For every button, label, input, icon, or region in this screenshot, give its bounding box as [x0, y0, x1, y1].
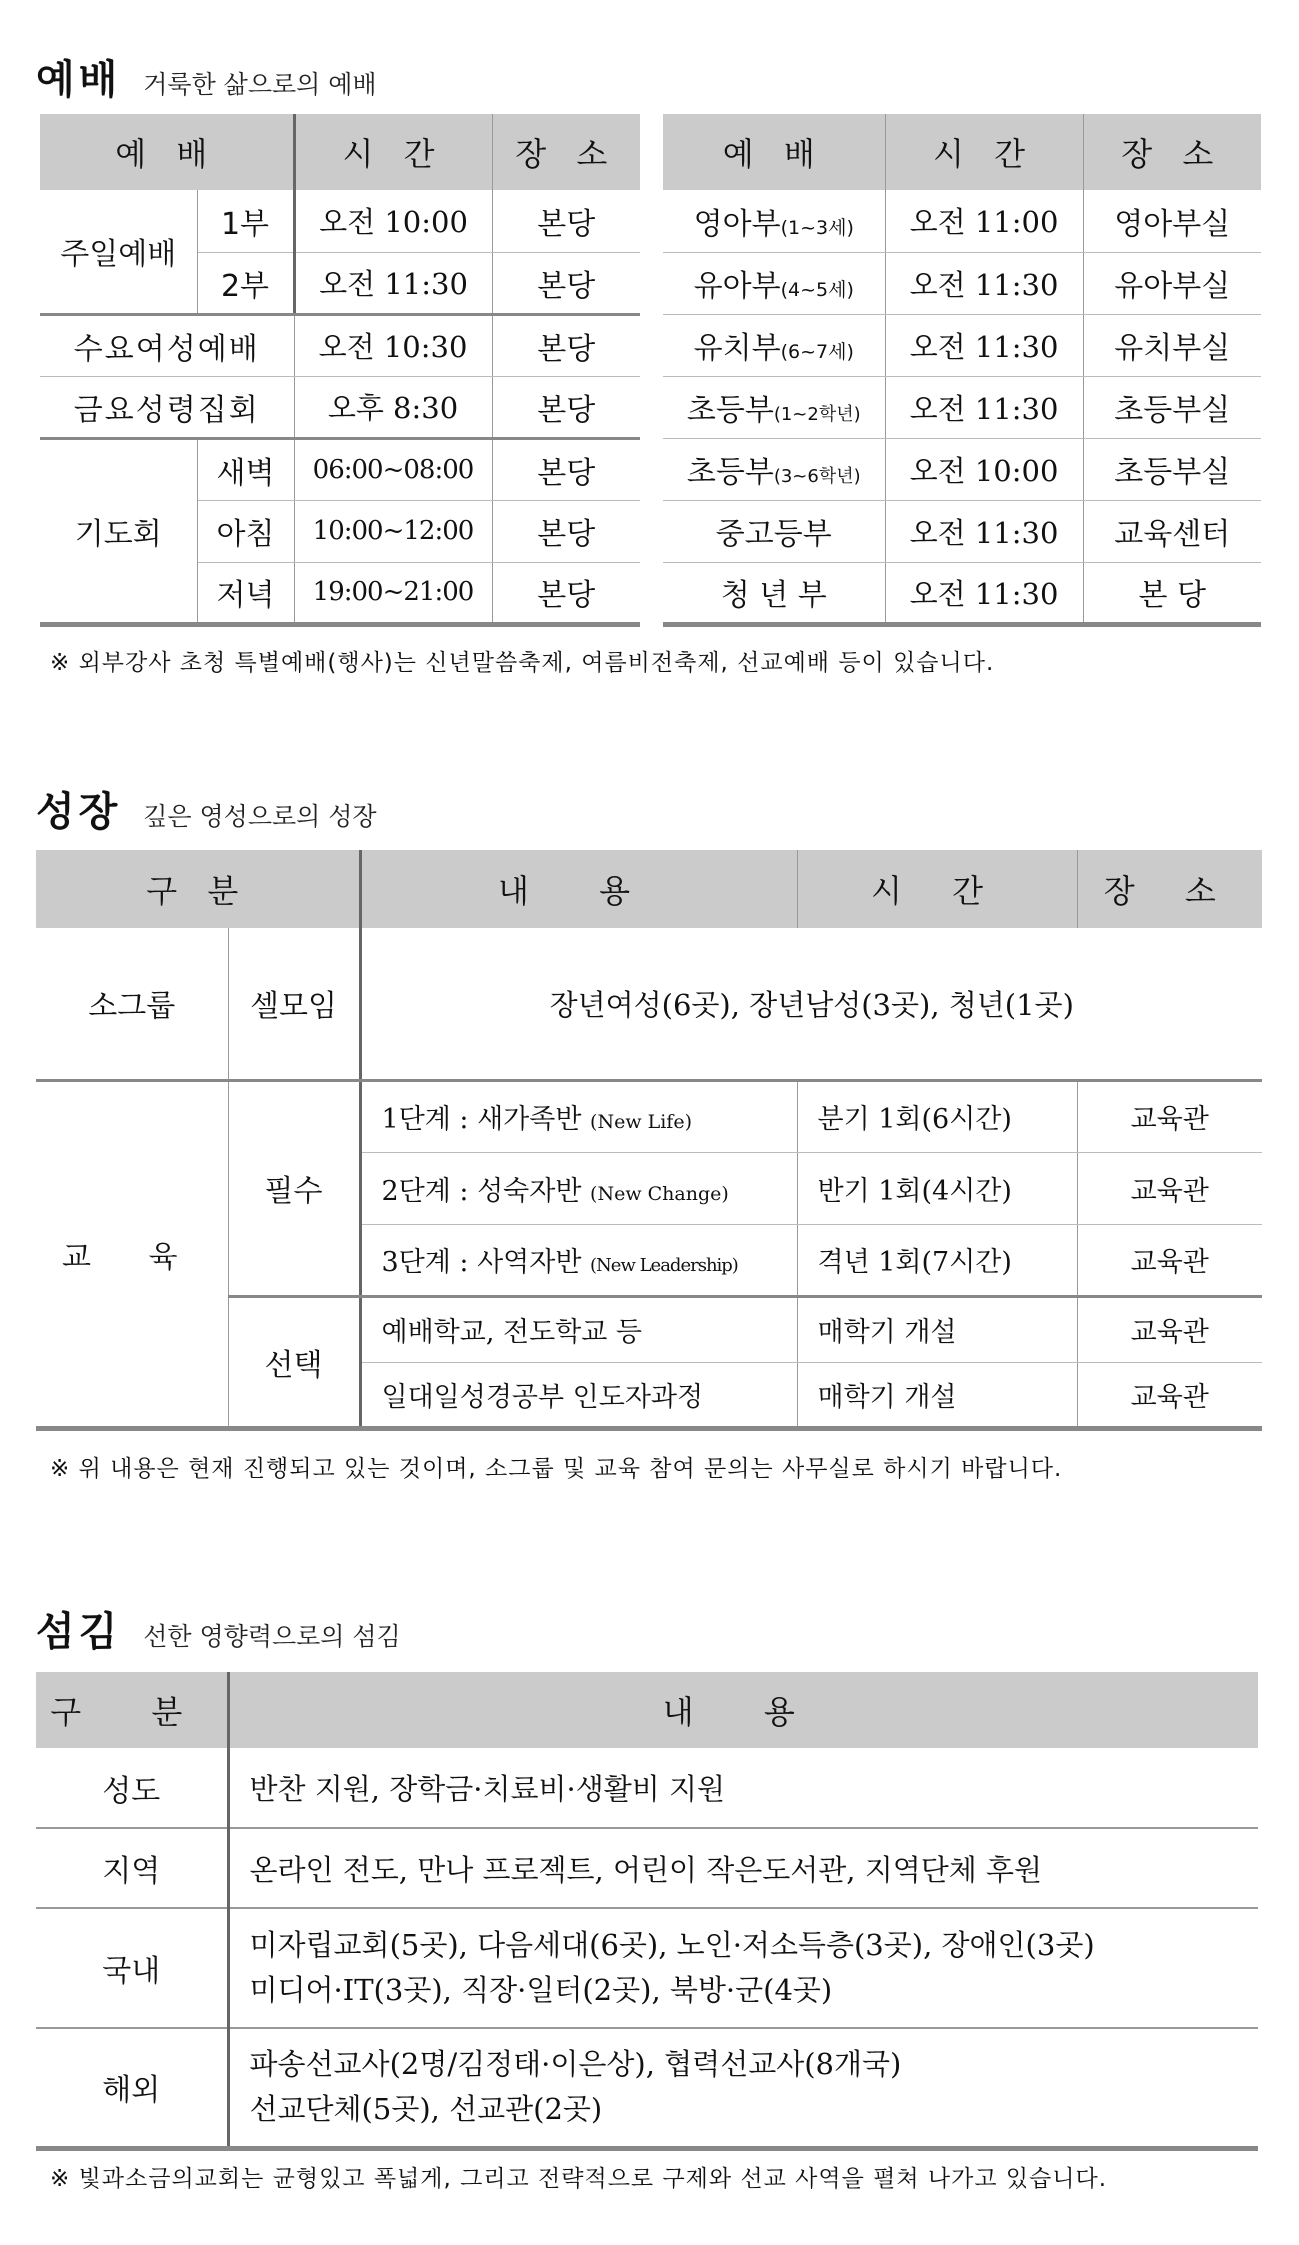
- course-time: 격년 1회(7시간): [797, 1224, 1077, 1296]
- growth-subtitle: 깊은 영성으로의 성장: [143, 802, 377, 831]
- service-category: 해외: [36, 2028, 228, 2148]
- dept-name: 유치부: [693, 331, 781, 366]
- evening-place: 본당: [537, 578, 596, 613]
- dept-row: [663, 562, 885, 624]
- dept-name: 초등부: [686, 455, 774, 490]
- cell-meeting: 셀모임: [228, 928, 360, 1080]
- growth-header-time: 시 간: [797, 850, 1077, 928]
- service-line: 미자립교회(5곳), 다음세대(6곳), 노인·저소득층(3곳), 장애인(3곳): [249, 1928, 1095, 1962]
- dept-time: 오전 11:30: [885, 500, 1083, 562]
- dept-name: 중고등부: [715, 517, 832, 552]
- dept-name: 영아부: [693, 206, 781, 242]
- course-place: 교육관: [1077, 1224, 1262, 1296]
- part1-time: 오전 10:00: [294, 190, 492, 252]
- header-dept-place: 장 소: [1083, 114, 1261, 190]
- service-heading: 섬김: [36, 1609, 122, 1655]
- dept-row: [663, 252, 885, 314]
- dept-row: [663, 190, 885, 252]
- course-label: 2단계 : 성숙자반: [381, 1175, 582, 1207]
- worship-table-left: [40, 114, 640, 627]
- dept-age: (6~7세): [780, 341, 854, 363]
- wed-time: 오전 10:30: [294, 314, 492, 376]
- small-group: 소그룹: [36, 928, 228, 1080]
- worship-section-title: [36, 48, 377, 105]
- growth-header-place: 장 소: [1077, 850, 1262, 928]
- worship-heading: 예배: [36, 57, 122, 103]
- dawn-time: 06:00~08:00: [294, 438, 492, 500]
- growth-header-content: 내 용: [360, 850, 797, 928]
- service-content: [228, 2028, 1258, 2148]
- course-place: 교육관: [1130, 1381, 1209, 1413]
- dept-age: (1~3세): [780, 216, 854, 239]
- course-en: (New Leadership): [590, 1255, 738, 1276]
- sunday-worship: 주일예배: [40, 190, 197, 314]
- growth-heading: 성장: [36, 789, 122, 835]
- dept-name: 초등부: [686, 393, 774, 428]
- service-line: 미디어·IT(3곳), 직장·일터(2곳), 북방·군(4곳): [249, 1973, 833, 2007]
- dept-time: 오전 10:00: [885, 438, 1083, 500]
- service-content: [228, 1828, 1258, 1908]
- growth-section-title: [36, 780, 377, 837]
- prayer-meeting: 기도회: [40, 438, 197, 624]
- service-line: 파송선교사(2명/김정태·이은상), 협력선교사(8개국): [249, 2047, 902, 2082]
- course-en: (New Change): [590, 1182, 729, 1205]
- dept-place: 유치부실: [1083, 314, 1261, 376]
- dept-place: 교육센터: [1083, 500, 1261, 562]
- wednesday-worship: 수요여성예배: [40, 314, 294, 376]
- dept-place: 유아부실: [1083, 252, 1261, 314]
- service-category: 국내: [36, 1908, 228, 2028]
- service-section-title: [36, 1600, 401, 1657]
- service-line: 반찬 지원, 장학금·치료비·생활비 지원: [249, 1772, 726, 1806]
- service-line: 온라인 전도, 만나 프로젝트, 어린이 작은도서관, 지역단체 후원: [249, 1852, 1043, 1887]
- service-note: ※ 빛과소금의교회는 균형있고 폭넓게, 그리고 전략적으로 구제와 선교 사역을 펼쳐 나가고 있습니다.: [50, 2166, 1108, 2192]
- course-row: [360, 1152, 797, 1224]
- service-content: [228, 1748, 1258, 1828]
- evening: 저녁: [197, 562, 294, 624]
- worship-note: ※ 외부강사 초청 특별예배(행사)는 신년말씀축제, 여름비전축제, 선교예배 등이 있습니다.: [50, 650, 995, 676]
- required: 필수: [228, 1080, 360, 1296]
- course-time: 반기 1회(4시간): [797, 1152, 1077, 1224]
- header-place: 장 소: [492, 114, 640, 190]
- part2: 2부: [197, 252, 294, 314]
- course-place: 교육관: [1077, 1296, 1262, 1362]
- dept-place: 초등부실: [1083, 438, 1261, 500]
- service-header-category: 구 분: [36, 1672, 228, 1748]
- growth-note: ※ 위 내용은 현재 진행되고 있는 것이며, 소그룹 및 교육 참여 문의는 사무실로 하시기 바랍니다.: [50, 1456, 1063, 1482]
- part2-place: 본당: [492, 252, 640, 314]
- dept-age: (1~2학년): [773, 404, 861, 425]
- course-label: 예배학교, 전도학교 등: [360, 1296, 797, 1362]
- course-time: 매학기 개설: [797, 1296, 1077, 1362]
- dept-row: [663, 314, 885, 376]
- header-time: 시 간: [294, 114, 492, 190]
- dept-time: 오전 11:30: [885, 314, 1083, 376]
- dept-age: (4~5세): [780, 279, 854, 301]
- optional: 선택: [228, 1296, 360, 1428]
- cell-content: 장년여성(6곳), 장년남성(3곳), 청년(1곳): [360, 928, 1262, 1080]
- header-dept: 예 배: [663, 114, 885, 190]
- dept-place: 영아부실: [1083, 190, 1261, 252]
- dept-place: 본 당: [1138, 578, 1206, 613]
- fri-time: 오후 8:30: [294, 376, 492, 438]
- dawn: 새벽: [197, 438, 294, 500]
- wed-place: 본당: [492, 314, 640, 376]
- dept-name: 유아부: [693, 269, 781, 304]
- education: 교 육: [36, 1080, 228, 1428]
- course-row: [360, 1080, 797, 1152]
- course-row: [360, 1224, 797, 1296]
- course-place: 교육관: [1077, 1080, 1262, 1152]
- dept-name: 청 년 부: [720, 578, 827, 613]
- dept-age: (3~6학년): [773, 466, 861, 487]
- evening-time: 19:00~21:00: [294, 562, 492, 624]
- morning-place: 본당: [492, 500, 640, 562]
- dept-row: [663, 438, 885, 500]
- service-category: 지역: [36, 1828, 228, 1908]
- dawn-place: 본당: [492, 438, 640, 500]
- dept-row: [663, 500, 885, 562]
- course-time: 매학기 개설: [797, 1362, 1077, 1428]
- dept-time: 오전 11:30: [885, 562, 1083, 624]
- fri-place: 본당: [492, 376, 640, 438]
- part2-time: 오전 11:30: [294, 252, 492, 314]
- course-time: 분기 1회(6시간): [797, 1080, 1077, 1152]
- course-label: 일대일성경공부 인도자과정: [360, 1362, 797, 1428]
- service-content: [228, 1908, 1258, 2028]
- growth-header-category: 구 분: [36, 850, 360, 928]
- growth-table: [36, 850, 1262, 1431]
- part1-place: 본당: [492, 190, 640, 252]
- worship-subtitle: 거룩한 삶으로의 예배: [143, 70, 377, 99]
- service-line: 선교단체(5곳), 선교관(2곳): [249, 2092, 603, 2127]
- worship-table-right: [663, 114, 1261, 627]
- service-header-content: 내 용: [228, 1672, 1258, 1748]
- course-place: 교육관: [1077, 1152, 1262, 1224]
- header-dept-time: 시 간: [885, 114, 1083, 190]
- dept-row: [663, 376, 885, 438]
- dept-place: 초등부실: [1083, 376, 1261, 438]
- friday-gathering: 금요성령집회: [40, 376, 294, 438]
- course-label: 3단계 : 사역자반: [381, 1247, 582, 1278]
- service-table: [36, 1672, 1258, 2151]
- morning: 아침: [197, 500, 294, 562]
- dept-time: 오전 11:30: [885, 376, 1083, 438]
- dept-time: 오전 11:30: [885, 252, 1083, 314]
- dept-time: 오전 11:00: [885, 190, 1083, 252]
- course-en: (New Life): [590, 1111, 692, 1133]
- service-subtitle: 선한 영향력으로의 섬김: [143, 1622, 401, 1651]
- header-worship: 예 배: [40, 114, 294, 190]
- morning-time: 10:00~12:00: [294, 500, 492, 562]
- course-label: 1단계 : 새가족반: [381, 1104, 582, 1135]
- part1: 1부: [197, 190, 294, 252]
- service-category: 성도: [36, 1748, 228, 1828]
